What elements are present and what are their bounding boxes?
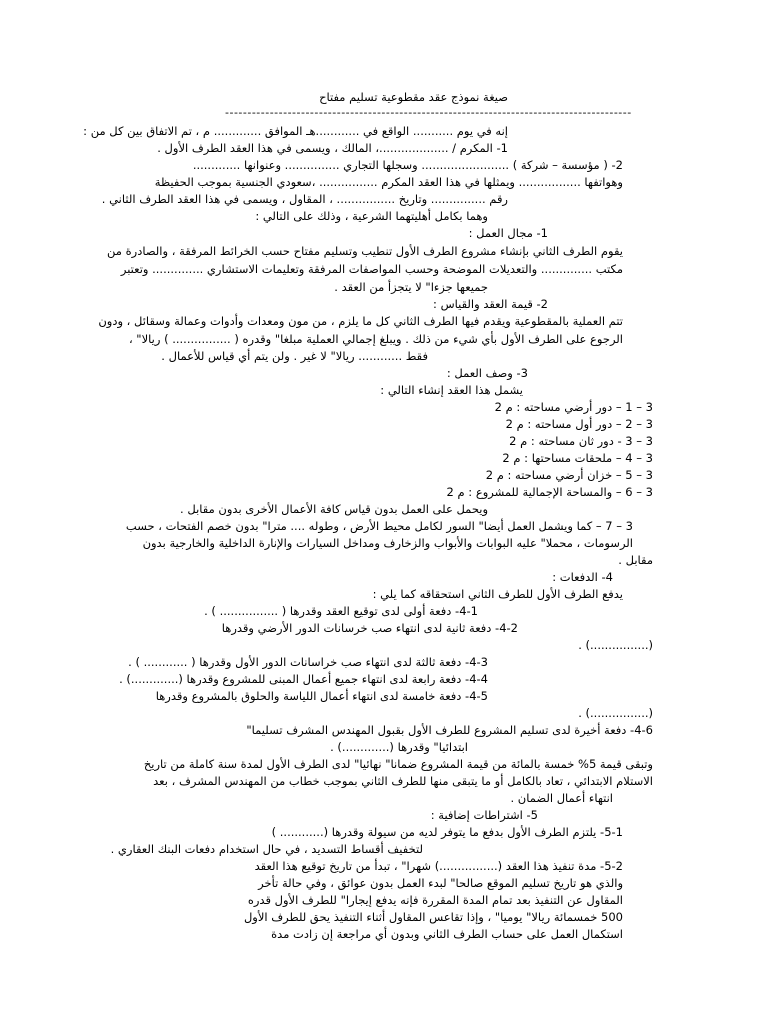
body-line: (................) . <box>578 638 653 652</box>
body-line: فقط ............ ريالا" لا غير . ولن يتم أي قياس للأعمال . <box>161 349 428 363</box>
body-line: ويحمل على العمل بدون قياس كافة الأعمال الأخرى بدون مقابل . <box>180 502 488 516</box>
body-line: 3 – 1 – دور أرضي مساحته : م 2 <box>494 400 653 414</box>
body-line: والذي هو تاريخ تسليم الموقع صالحا" لبدء العمل بدون عوائق ، وفي حالة تأخر <box>258 876 623 890</box>
body-line: المقاول عن التنفيذ بعد تمام المدة المقررة فإنه يدفع إيجارا" للطرف الأول قدره <box>247 893 623 907</box>
body-line: 4-2- دفعة ثانية لدى انتهاء صب خرسانات الدور الأرضي وقدرها <box>221 621 518 635</box>
body-line: ابتدائيا" وقدرها (.............) . <box>330 740 468 754</box>
body-line: 4-1- دفعة أولى لدى توقيع العقد وقدرها ( ................ ) . <box>204 604 478 618</box>
body-line: 4- الدفعات : <box>552 570 613 584</box>
separator-line: ------------------------------------------------------------------------------------------- <box>225 106 632 119</box>
body-line: 3 – 7 – كما ويشمل العمل أيضا" السور لكامل محيط الأرض ، وطوله .... مترا" بدون خصم الفتحات ، حسب <box>125 519 633 533</box>
body-line: جميعها جزءا" لا يتجزأ من العقد . <box>334 280 488 294</box>
body-line: لتخفيف أقساط التسديد ، في حال استخدام دفعات البنك العقاري . <box>110 842 423 856</box>
body-line: 2- ( مؤسسة – شركة ) ........................ وسجلها التجاري ............... وعنوانها ............. <box>192 158 623 172</box>
body-line: 500 خمسمائة ريالا" يوميا" ، وإذا تقاعس المقاول أثناء التنفيذ يحق للطرف الأول <box>243 910 623 924</box>
body-line: 4-4- دفعة رابعة لدى انتهاء جميع أعمال المبنى للمشروع وقدرها (.............) . <box>119 672 488 686</box>
body-line: وهما بكامل أهليتهما الشرعية ، وذلك على التالي : <box>255 209 488 223</box>
body-line: (................) . <box>578 706 653 720</box>
body-line: يقوم الطرف الثاني بإنشاء مشروع الطرف الأول تنطيب وتسليم مفتاح حسب الخرائط المرفقة ، والصادرة من <box>107 244 623 258</box>
body-line: 4-6- دفعة أخيرة لدى تسليم المشروع للطرف الأول بقبول المهندس المشرف تسليما" <box>246 723 653 737</box>
body-line: الرجوع على الطرف الأول بأي شيء من ذلك . ويبلغ إجمالي العملية مبلغا" وقدره ( ................ ) ريالا" ، <box>128 332 623 346</box>
body-line: الاستلام الابتدائي ، تعاد بالكامل أو ما يتبقى منها للطرف الثاني بموجب خطاب من المهندس المشرف ، بعد <box>153 774 653 788</box>
body-line: يدفع الطرف الأول للطرف الثاني استحقاقه كما يلي : <box>372 587 623 601</box>
body-line: انتهاء أعمال الضمان . <box>510 791 613 805</box>
body-line: رقم ............... وتاريخ ................ ، المقاول ، ويسمى في هذا العقد الطرف الثاني . <box>101 192 508 206</box>
body-line: الرسومات ، محملا" عليه البوابات والأبواب والزخارف ومداخل السيارات والإنارة الداخلية والخارجية بدون <box>142 536 633 550</box>
body-line: مكتب .............. والتعديلات الموضحة وحسب المواصفات المرفقة وتعليمات الاستشاري .............. وتعتبر <box>120 262 623 276</box>
body-line: تتم العملية بالمقطوعية ويقدم فيها الطرف الثاني كل ما يلزم ، من مون ومعدات وأدوات وعمالة وسقائل ، ودون <box>98 314 623 328</box>
body-line: إنه في يوم ........... الواقع في ............هـ الموافق ............. م ، تم الاتفاق بين كل من : <box>83 124 508 138</box>
body-line: مقابل . <box>618 553 653 567</box>
body-line: 5-1- يلتزم الطرف الأول بدفع ما يتوفر لديه من سيولة وقدرها (............ ) <box>271 825 623 839</box>
body-line: 3 – 4 – ملحقات مساحتها : م 2 <box>502 451 653 465</box>
body-line: 3- وصف العمل : <box>446 366 528 380</box>
body-line: 2- قيمة العقد والقياس : <box>433 297 548 311</box>
document-title: صيغة نموذج عقد مقطوعية تسليم مفتاح <box>319 90 508 104</box>
body-line: وهواتفها ................. ويمثلها في هذا العقد المكرم ................ ،سعودي الجنسية بموجب الحفيظة <box>154 175 623 189</box>
body-line: 1- المكرم / ...................، المالك ، ويسمى في هذا العقد الطرف الأول . <box>157 141 508 155</box>
body-line: 1- مجال العمل : <box>468 226 548 240</box>
body-line: 4-5- دفعة خامسة لدى انتهاء أعمال اللياسة والحلوق بالمشروع وقدرها <box>155 689 488 703</box>
body-line: 5- اشتراطات إضافية : <box>430 808 538 822</box>
body-line: استكمال العمل على حساب الطرف الثاني وبدون أي مراجعة إن زادت مدة <box>271 927 623 941</box>
body-line: 4-3- دفعة ثالثة لدى انتهاء صب خراسانات الدور الأول وقدرها ( ............ ) . <box>128 655 488 669</box>
body-line: 3 – 5 – خزان أرضي مساحته : م 2 <box>485 468 653 482</box>
body-line: 3 – 3 - دور ثان مساحته : م 2 <box>509 434 653 448</box>
body-line: وتبقى قيمة 5% خمسة بالمائة من قيمة المشروع ضمانا" نهائيا" لدى الطرف الأول لمدة سنة كاملة من تاريخ <box>143 757 653 771</box>
body-line: 3 – 6 – والمساحة الإجمالية للمشروع : م 2 <box>446 485 653 499</box>
body-line: 3 – 2 – دور أول مساحته : م 2 <box>505 417 653 431</box>
body-line: 5-2- مدة تنفيذ هذا العقد (................) شهرا" ، تبدأ من تاريخ توقيع هذا العقد <box>254 859 623 873</box>
body-line: يشمل هذا العقد إنشاء التالي : <box>380 383 523 397</box>
